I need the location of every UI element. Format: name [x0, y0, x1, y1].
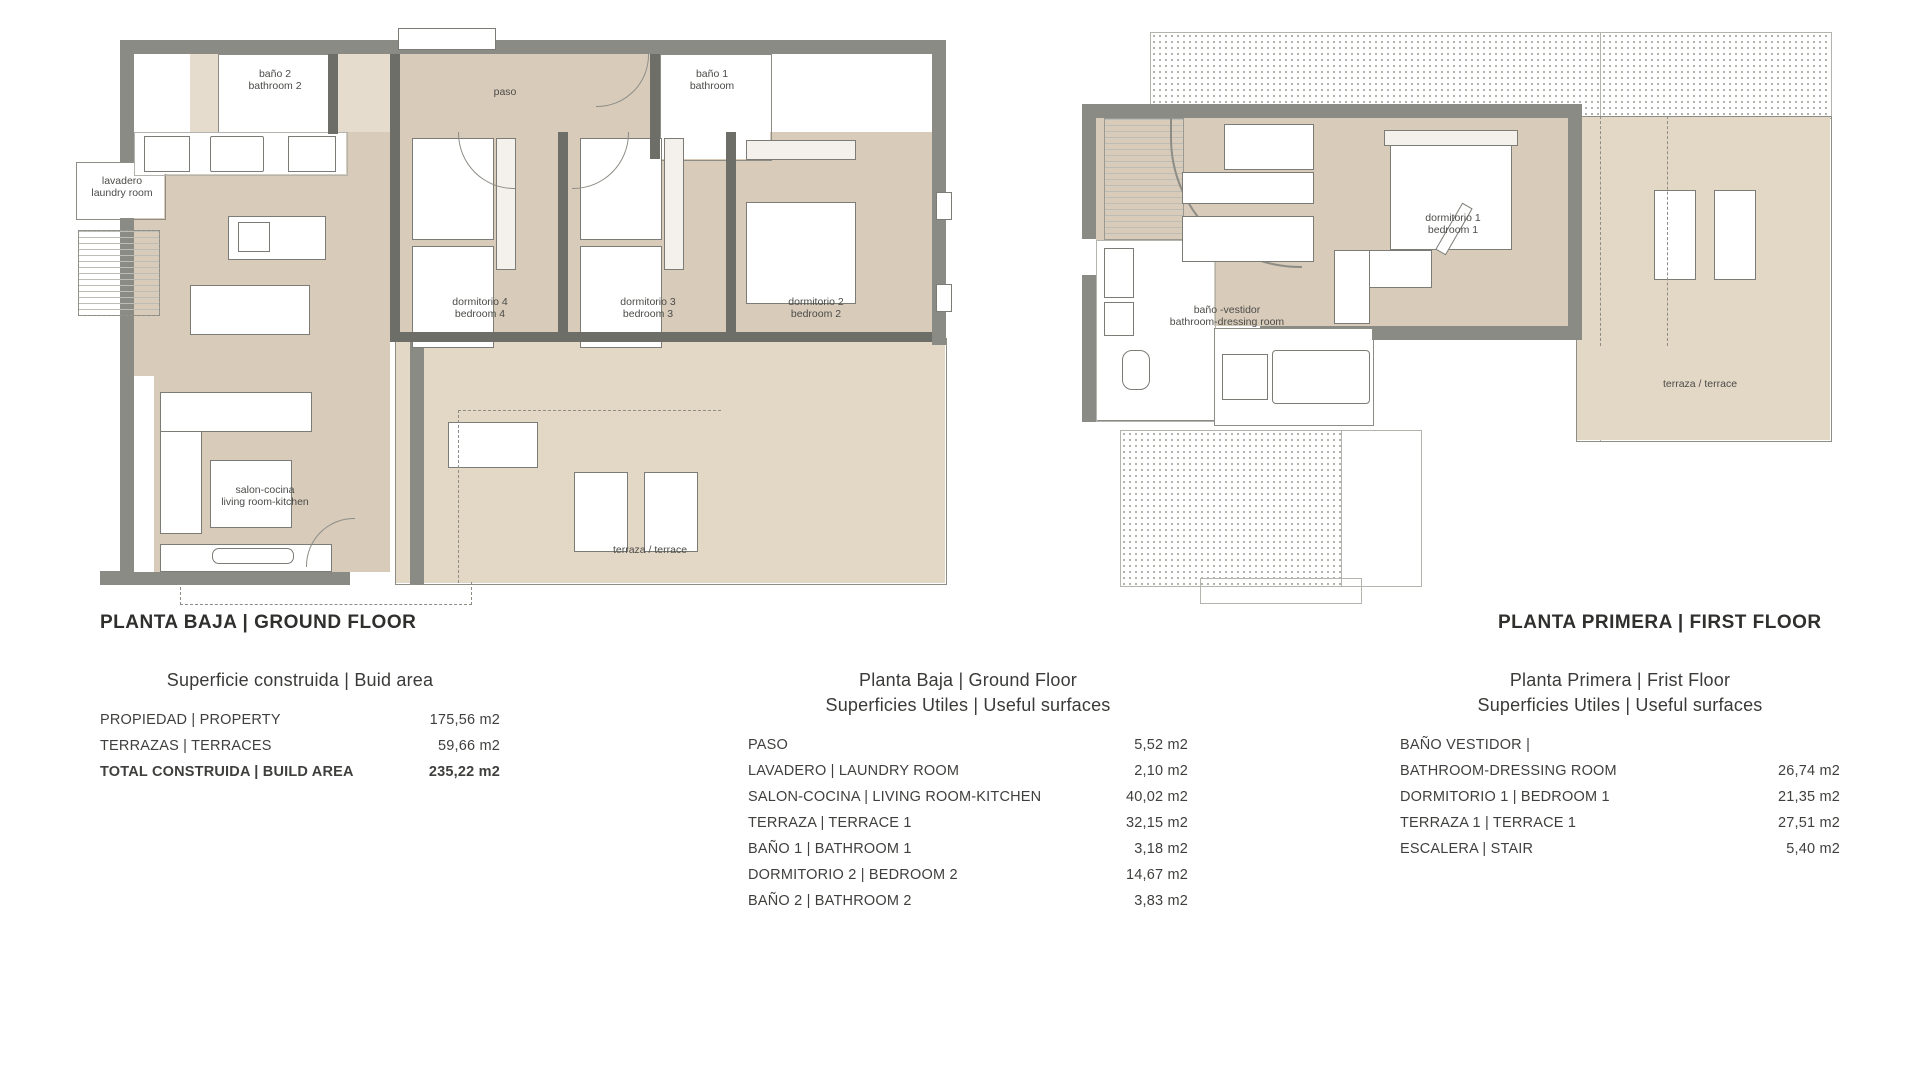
- window-right-2: [936, 284, 952, 312]
- label-bathroom2: baño 2 bathroom 2: [248, 68, 302, 92]
- first-useful-rows: [1400, 732, 1840, 862]
- label-laundry: lavadero laundry room: [91, 175, 153, 199]
- table-row: [748, 732, 1188, 758]
- sink-icon: [144, 136, 190, 172]
- row-value: 14,67 m2: [1125, 867, 1188, 883]
- table-row: [748, 888, 1188, 914]
- partition-6: [650, 54, 660, 159]
- first-wall-left: [1082, 104, 1096, 239]
- table-row: [748, 836, 1188, 862]
- first-useful-heading-1: Planta Primera | Frist Floor: [1509, 670, 1731, 690]
- roof-outline-bottom-notch: [1200, 578, 1362, 604]
- row-label: SALON-COCINA | LIVING ROOM-KITCHEN: [748, 789, 1042, 805]
- sofa-top: [160, 392, 312, 432]
- label-bedroom4: dormitorio 4 bedroom 4: [452, 296, 508, 320]
- row-value: 27,51 m2: [1777, 815, 1840, 831]
- row-label: DORMITORIO 1 | BEDROOM 1: [1400, 789, 1610, 805]
- entry-strip: [134, 376, 154, 572]
- bed-1-headboard: [1384, 130, 1518, 146]
- dressing-unit-1: [1224, 124, 1314, 170]
- bathtub: [1272, 350, 1370, 404]
- washbasin: [1222, 354, 1268, 400]
- row-label: PROPIEDAD | PROPERTY: [100, 712, 281, 728]
- label-living-kitchen: salon-cocina living room-kitchen: [221, 484, 309, 508]
- table-row: [100, 759, 500, 785]
- label-bedroom2: dormitorio 2 bedroom 2: [788, 296, 844, 320]
- build-area-rows: [100, 707, 500, 785]
- label-bedroom1: dormitorio 1 bedroom 1: [1425, 212, 1481, 236]
- terrace-lounger-f2: [1714, 190, 1756, 280]
- row-label: ESCALERA | STAIR: [1400, 841, 1534, 857]
- bathroom2-outline: [218, 54, 330, 138]
- row-label: BAÑO 1 | BATHROOM 1: [748, 841, 912, 857]
- dressing-unit-2: [1182, 172, 1314, 204]
- row-label: BAÑO VESTIDOR |: [1400, 737, 1531, 753]
- rug: [212, 548, 294, 564]
- row-value: 40,02 m2: [1125, 789, 1188, 805]
- first-wall-right: [1568, 104, 1582, 339]
- row-value: 175,56 m2: [429, 712, 500, 728]
- row-label: TERRAZA | TERRACE 1: [748, 815, 912, 831]
- plot-boundary-dashed: [180, 582, 472, 605]
- table-row: [1400, 784, 1840, 810]
- first-floor-plan: [1060, 20, 1900, 600]
- wardrobe-3: [664, 138, 684, 270]
- table-row: [100, 707, 500, 733]
- partition-4: [400, 332, 932, 342]
- row-value: 59,66 m2: [437, 738, 500, 754]
- window-right-1: [936, 192, 952, 220]
- row-value: 235,22 m2: [428, 764, 500, 780]
- partition-1: [390, 54, 400, 342]
- label-paso: paso: [493, 86, 517, 98]
- window-top-1: [398, 28, 496, 50]
- first-wall-left-lower: [1082, 275, 1096, 420]
- row-label: DORMITORIO 2 | BEDROOM 2: [748, 867, 958, 883]
- table-row: [748, 784, 1188, 810]
- first-useful-heading-2: Superficies Utiles | Useful surfaces: [1477, 695, 1763, 715]
- partition-5: [328, 54, 338, 134]
- row-value: 2,10 m2: [1134, 763, 1188, 779]
- label-ground-terrace: terraza / terrace: [612, 544, 688, 556]
- row-label: LAVADERO | LAUNDRY ROOM: [748, 763, 960, 779]
- toilet: [1122, 350, 1150, 390]
- row-value: 32,15 m2: [1125, 815, 1188, 831]
- partition-2: [558, 132, 568, 342]
- terrace-pergola-dashed: [458, 410, 721, 583]
- ground-floor-title: PLANTA BAJA | GROUND FLOOR: [100, 612, 417, 633]
- table-first-useful: [1400, 668, 1840, 862]
- table-row: [1400, 758, 1840, 784]
- row-label: BAÑO 2 | BATHROOM 2: [748, 893, 912, 909]
- row-label: TERRAZAS | TERRACES: [100, 738, 272, 754]
- row-label: BATHROOM-DRESSING ROOM: [1400, 763, 1617, 779]
- first-wall-top: [1082, 104, 1582, 118]
- row-value: 3,83 m2: [1134, 893, 1188, 909]
- dining-table: [190, 285, 310, 335]
- wall-right-lower: [410, 338, 424, 585]
- table-row: [748, 862, 1188, 888]
- label-bathroom-dressing: baño -vestidor bathroom-dressing room: [1169, 304, 1285, 328]
- row-value: 3,18 m2: [1134, 841, 1188, 857]
- wardrobe-2: [746, 140, 856, 160]
- roof-outline-bottom-ext: [1120, 430, 1422, 587]
- table-ground-useful: [748, 668, 1188, 914]
- row-label: TOTAL CONSTRUIDA | BUILD AREA: [100, 764, 354, 780]
- table-row: [748, 810, 1188, 836]
- hob-icon: [210, 136, 264, 172]
- table-build-area: [100, 668, 500, 785]
- row-value: 5,40 m2: [1786, 841, 1840, 857]
- ground-useful-heading-1: Planta Baja | Ground Floor: [859, 670, 1077, 690]
- table-row: [748, 758, 1188, 784]
- closet-narrow-1: [1104, 248, 1134, 298]
- first-terrace-dashed: [1600, 116, 1668, 346]
- first-floor-title: PLANTA PRIMERA | FIRST FLOOR: [1498, 612, 1822, 633]
- bed-2: [746, 202, 856, 304]
- sofa-first-side: [1334, 250, 1370, 324]
- table-row: [1400, 732, 1840, 758]
- fridge-icon: [288, 136, 336, 172]
- label-first-terrace: terraza / terrace: [1662, 378, 1738, 390]
- ground-useful-heading-2: Superficies Utiles | Useful surfaces: [825, 695, 1111, 715]
- row-label: PASO: [748, 737, 789, 753]
- partition-3: [726, 132, 736, 342]
- table-row: [1400, 836, 1840, 862]
- label-bathroom1: baño 1 bathroom: [689, 68, 735, 92]
- island-sink: [238, 222, 270, 252]
- dressing-unit-3: [1182, 216, 1314, 262]
- row-value: 21,35 m2: [1777, 789, 1840, 805]
- row-value: 5,52 m2: [1134, 737, 1188, 753]
- ground-floor-plan: [60, 20, 880, 600]
- wall-top: [120, 40, 946, 54]
- row-label: TERRAZA 1 | TERRACE 1: [1400, 815, 1577, 831]
- ground-useful-rows: [748, 732, 1188, 914]
- row-value: 26,74 m2: [1777, 763, 1840, 779]
- staircase-run-dashed: [78, 230, 160, 316]
- build-area-heading: Superficie construida | Buid area: [166, 670, 434, 690]
- table-row: [1400, 810, 1840, 836]
- label-bedroom3: dormitorio 3 bedroom 3: [620, 296, 676, 320]
- table-row: [100, 733, 500, 759]
